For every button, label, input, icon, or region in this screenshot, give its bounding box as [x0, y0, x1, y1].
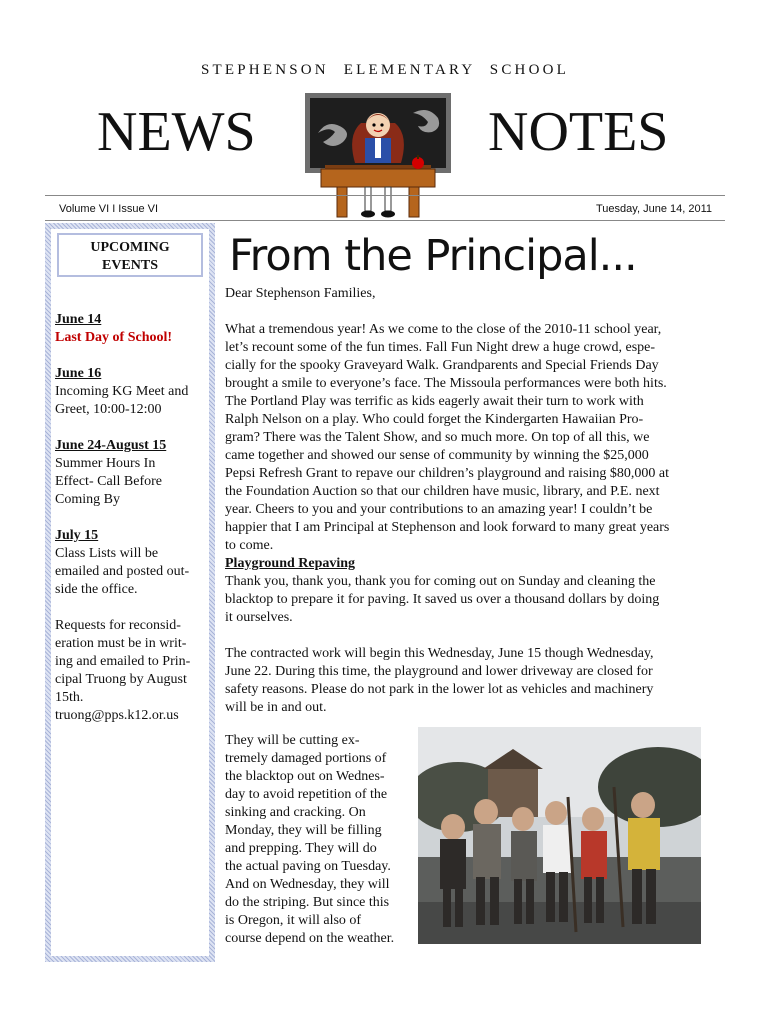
event-item — [55, 437, 207, 509]
sidebar-title-line1: UPCOMING — [90, 240, 170, 255]
event-text: Effect- Call Before — [55, 474, 163, 489]
text-line: the actual paving on Tuesday. — [225, 859, 391, 874]
event-item — [55, 311, 207, 347]
text-line: sinking and cracking. On — [225, 805, 366, 820]
text-line: let’s recount some of the fun times. Fall Fun Night drew a huge crowd, espe- — [225, 340, 656, 355]
event-item — [55, 527, 207, 599]
text-line: blacktop to prepare it for paving. It saved us over a thousand dollars by doing — [225, 592, 660, 607]
text-line: and prepping. They will do — [225, 841, 377, 856]
reconsideration-note — [55, 617, 207, 725]
text-line: June 22. During this time, the playground and lower driveway are closed for — [225, 664, 653, 679]
text-line: to come. — [225, 538, 274, 553]
text-line: will be in and out. — [225, 700, 327, 715]
playground-photo — [418, 727, 701, 944]
text-line: And on Wednesday, they will — [225, 877, 390, 892]
event-date: June 24-August 15 — [55, 438, 167, 453]
paragraph-intro — [225, 321, 707, 555]
event-date: July 15 — [55, 528, 99, 543]
text-line: Ralph Nelson on a play. Who could forget the Kindergarten Hawaiian Pro- — [225, 412, 644, 427]
paragraph-thanks — [225, 573, 707, 627]
text-line: came together and showed our sense of community by winning the $25,000 — [225, 448, 649, 463]
event-item — [55, 365, 207, 419]
text-line: course depend on the weather. — [225, 931, 395, 946]
masthead-title-notes: NOTES — [488, 101, 669, 163]
text-line: the blacktop out on Wednes- — [225, 769, 385, 784]
text-line: do the striping. But since this — [225, 895, 390, 910]
text-line: The contracted work will begin this Wednesday, June 15 though Wednesday, — [225, 646, 654, 661]
event-text: emailed and posted out- — [55, 564, 190, 579]
note-line: ing and emailed to Prin- — [55, 654, 191, 669]
event-text: Coming By — [55, 492, 120, 507]
text-line: is Oregon, it will also of — [225, 913, 362, 928]
principal-email[interactable]: truong@pps.k12.or.us — [55, 708, 179, 723]
event-text: Greet, 10:00-12:00 — [55, 402, 162, 417]
event-text: Class Lists will be — [55, 546, 159, 561]
note-line: eration must be in writ- — [55, 636, 187, 651]
note-line: 15th. — [55, 690, 84, 705]
text-line: gram? There was the Talent Show, and so much more. On top of all this, we — [225, 430, 650, 445]
issue-date: Tuesday, June 14, 2011 — [596, 203, 712, 215]
header-rule-bottom — [45, 220, 725, 221]
event-text: Incoming KG Meet and — [55, 384, 189, 399]
volume-issue: Volume VI I Issue VI — [59, 203, 159, 215]
event-text: Last Day of School! — [55, 330, 173, 345]
teacher-at-desk-icon — [303, 93, 453, 219]
text-line: The Portland Play was terrific as kids eagerly await their turn to work with — [225, 394, 644, 409]
greeting: Dear Stephenson Families, — [225, 286, 376, 301]
text-line: tremely damaged portions of — [225, 751, 387, 766]
article-headline: From the Principal... — [229, 231, 637, 281]
event-date: June 16 — [55, 366, 102, 381]
masthead-title-news: NEWS — [97, 101, 256, 163]
events-list — [55, 311, 207, 743]
note-line: cipal Truong by August — [55, 672, 187, 687]
text-line: safety reasons. Please do not park in the lower lot as vehicles and machinery — [225, 682, 654, 697]
paragraph-paving-details — [225, 732, 410, 948]
text-line: Thank you, thank you, thank you for coming out on Sunday and cleaning the — [225, 574, 656, 589]
event-text: Summer Hours In — [55, 456, 156, 471]
text-line: They will be cutting ex- — [225, 733, 360, 748]
upcoming-events-sidebar — [45, 223, 215, 962]
note-line: Requests for reconsid- — [55, 618, 181, 633]
sidebar-title-line2: EVENTS — [101, 258, 159, 273]
article-body — [225, 285, 707, 717]
sidebar-title — [57, 233, 203, 277]
text-line: day to avoid repetition of the — [225, 787, 388, 802]
text-line: happier that I am Principal at Stephenson and look forward to many great years — [225, 520, 670, 535]
text-line: Pepsi Refresh Grant to repave our children’s playground and raising $80,000 at — [225, 466, 670, 481]
text-line: Monday, they will be filling — [225, 823, 382, 838]
event-date: June 14 — [55, 312, 102, 327]
text-line: the Foundation Auction so that our children have music, library, and P.E. next — [225, 484, 660, 499]
school-name: STEPHENSON ELEMENTARY SCHOOL — [200, 62, 570, 78]
text-line: year. Cheers to you and your contributions to an amazing year! I couldn’t be — [225, 502, 653, 517]
text-line: What a tremendous year! As we come to the close of the 2010-11 school year, — [225, 322, 662, 337]
section-heading-playground: Playground Repaving — [225, 556, 356, 571]
text-line: brought a smile to everyone’s face. The Missoula performances were both hits. — [225, 376, 667, 391]
text-line: cially for the spooky Graveyard Walk. Grandparents and Special Friends Day — [225, 358, 659, 373]
event-text: side the office. — [55, 582, 138, 597]
header-rule-top — [45, 195, 725, 196]
text-line: it ourselves. — [225, 610, 293, 625]
paragraph-schedule — [225, 645, 707, 717]
